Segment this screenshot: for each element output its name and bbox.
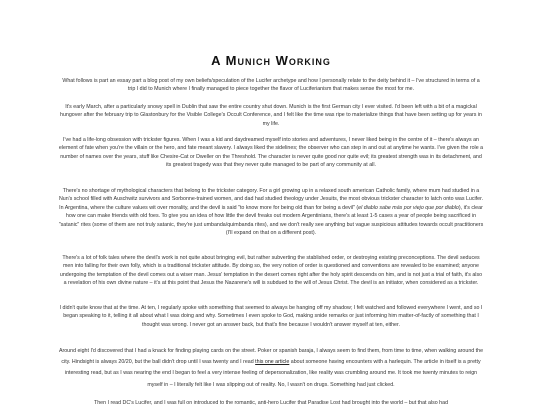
- paragraph-dc-lucifer: Then I read DC's Lucifer, and I was full on introduced to the romantic, anti-hero Lucifer that Paradise Lost had brought into the world – but that also had: [93, 400, 449, 406]
- paragraph-mythology-text-b: ), it's clear how one can make friends with old foes. To give you an idea of how little the devil freaks out modern Argentinians, there's at least 1-5 cases a year of people being sacrificed in "satanic" rites (some of them are not truly satanic, they're just umbanda/quimbanda rites), and we don't really see anything but vague suspicious attitudes towards occult practitioners (I'll expand on that on a different post).: [58, 204, 484, 237]
- paragraph-munich: It's early March, after a particularly snowy spell in Dublin that saw the entire country shut down. Munich is the first German city I ever visited. I'd been left with a bit of a magickal hungover after the february trip to Glastonbury for the Visible College's Occult Conference, and I felt like the time was ripe to materialize things that have been setting up for years in my life.: [60, 104, 482, 127]
- paragraph-intro: What follows is part an essay part a blog post of my own beliefs/speculation of the Lucifer archetype and how I personally relate to the deity behind it – I've structured in terms of a trip I did to Munich where I finally managed to piece together the flavor of Luciferianism that makes sense the most for me.: [62, 78, 480, 93]
- paragraph-playing-cards-text-a: Around eight I'd discovered that I had a knack for finding playing cards on the street. Poker or spanish baraja, I always seem to find them, from time to time, when walking around the city. Hindsight is always 20/20, but the ball didn't drop until I was twenty and I read: [58, 348, 484, 366]
- article: [58, 0, 484, 406]
- article-link[interactable]: this one article: [255, 359, 290, 366]
- paragraph-playing-cards: [58, 346, 484, 391]
- paragraph-mythology: [58, 187, 484, 238]
- paragraph-childhood: I didn't quite know that at the time. At ten, I regularly spoke with something that seemed to always be hanging off my shadow; I felt watched and followed everywhere I went, and so I began speaking to it, telling it all about what I was doing and why. Sometimes I even spoke to God, making snide remarks or just informing him matter-of-factly of something that I thought was wrong. I never got an answer back, but that's fine because I wouldn't answer myself at ten, either.: [59, 305, 483, 328]
- paragraph-folk-tales: There's a lot of folk tales where the devil's work is not quite about bringing evil, but rather subverting the stablished order, or destroying existing preconceptions. The devil seduces men into falling for their own folly, which is a traditional trickster attitude. By doing so, the very notion of order is questioned and conventions are revealed to be examined; anyone undergoing the temptation of the devil comes out a wiser man. Jesus' temptation in the desert comes right after the holy spirit descends on him, and is not just a trial of faith, it's also a revelation of his own divine nature – it's at this point that Jesus the Nazarene's will is subdued to the will of Jesus Christ. The devil is an initiator, when considered as a trickster.: [59, 255, 483, 287]
- paragraph-playing-cards-text-b: about someone having encounters with a harlequin. The article in itself is a pretty interesting read, but as I was nearing the end I began to feel a very intense feeling of depersonalization, like reality was crumbling around me. It took me twenty minutes to reign myself in – I literally felt like I was slipping out of reality. No, I wasn't on drugs. Something had just clicked.: [64, 359, 481, 388]
- spanish-quote: el diablo sabe más por viejo que por diablo: [358, 204, 459, 211]
- paragraph-mythology-text-a: There's no shortage of mythological characters that belong to the trickster category. For a girl growing up in a relaxed south american Catholic family, where mum had studied in a Nun's school filled with Auschwitz survivors and Sorbonne-trained women, and dad had studied theology under Jesuits, the most obvious trickster character to latch onto was Lucifer. In Argentina, where the culture values wit over morality, and the devil is said "to know more for being old than for being a devil" (: [58, 188, 484, 211]
- page-title: A Munich Working: [211, 53, 331, 68]
- paragraph-trickster: I've had a life-long obsession with trickster figures. When I was a kid and daydreamed myself into stories and adventures, I never liked being in the centre of it – there's always an element of fate when you're the villain or the hero, and fate meant slavery. I always liked the sidelines; the observer who can step in and out at anytime he wants. I've given the role a number of names over the years, stuff like Chesire-Cat or Dweller on the Threshold. The character is never quite good nor quite evil; its greatest strength was in its detachment, and its greatest tragedy was that they never quite managed to be part of any community at all.: [58, 137, 484, 169]
